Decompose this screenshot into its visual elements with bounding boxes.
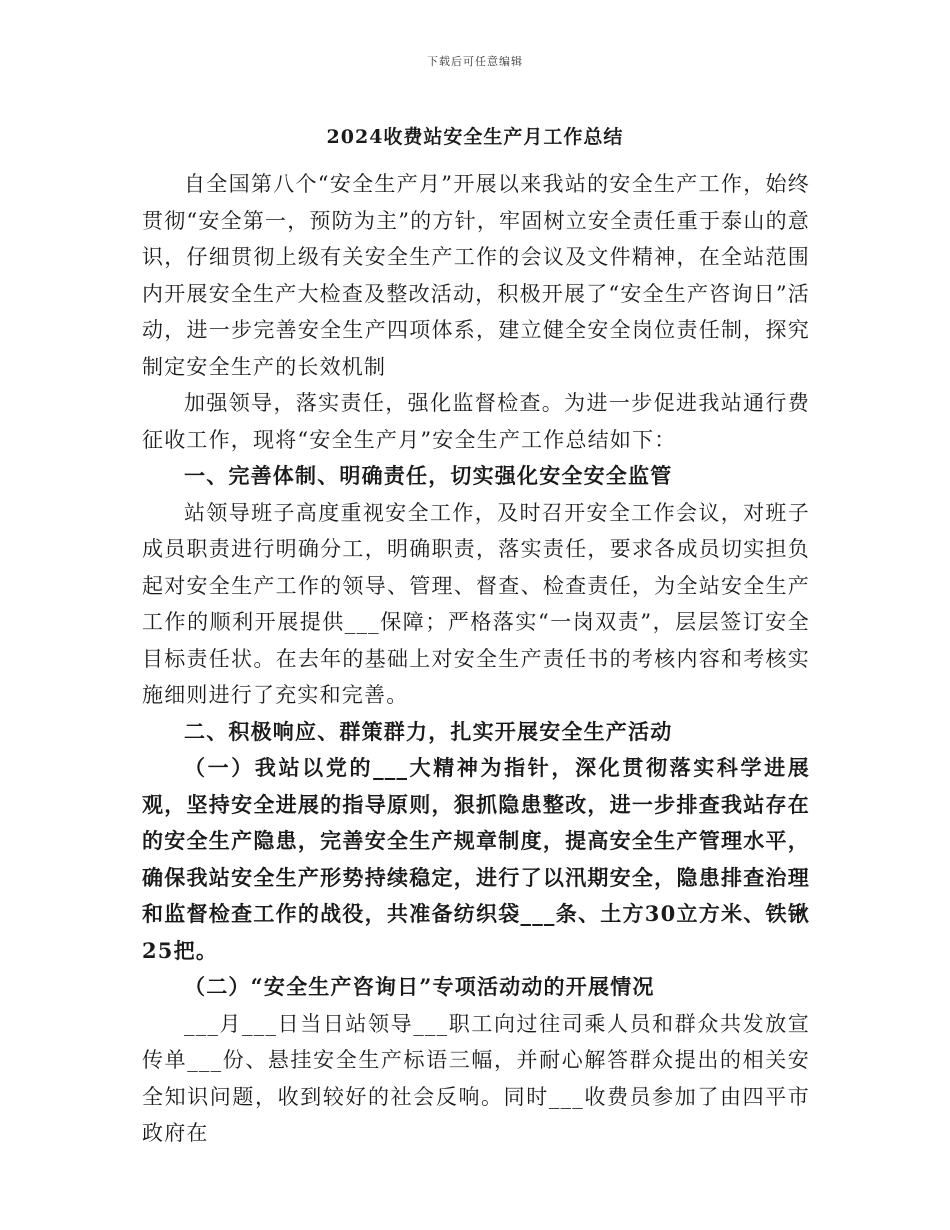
paragraph-summary-lead: 加强领导，落实责任，强化监督检查。为进一步促进我站通行费征收工作，现将“安全生产月”安全生产工作总结如下：	[142, 391, 810, 452]
paragraph-subsection-2: ___月___日当日站领导___职工向过往司乘人员和群众共发放宣传单___份、悬挂安全生产标语三幅，并耐心解答群众提出的相关安全知识问题，收到较好的社会反响。同时___收费员参加了由四平市政府在	[142, 1011, 810, 1145]
section-heading-1: 一、完善体制、明确责任，切实强化安全安全监管	[184, 463, 673, 488]
paragraph-subsection-1: （一）我站以党的___大精神为指针，深化贯彻落实科学进展观，坚持安全进展的指导原则，狠抓隐患整改，进一步排查我站存在的安全生产隐患，完善安全生产规章制度，提高安全生产管理水平，确保我站安全生产形势持续稳定，进行了以汛期安全，隐患排查治理和监督检查工作的战役，共准备纺织袋___条、土方30立方米、铁锹25把。	[142, 755, 810, 963]
paragraph-intro: 自全国第八个“安全生产月”开展以来我站的安全生产工作，始终贯彻“安全第一，预防为主”的方针，牢固树立安全责任重于泰山的意识，仔细贯彻上级有关安全生产工作的会议及文件精神，在全站范围内开展安全生产大检查及整改活动，积极开展了“安全生产咨询日”活动，进一步完善安全生产四项体系，建立健全安全岗位责任制，探究制定安全生产的长效机制	[142, 172, 810, 379]
subsection-heading-2: （二）“安全生产咨询日”专项活动动的开展情况	[184, 974, 655, 999]
document-title: 2024收费站安全生产月工作总结	[326, 126, 624, 148]
section-heading-2: 二、积极响应、群策群力，扎实开展安全生产活动	[184, 718, 673, 744]
paragraph-section-1: 站领导班子高度重视安全工作，及时召开安全工作会议，对班子成员职责进行明确分工，明确职责，落实责任，要求各成员切实担负起对安全生产工作的领导、管理、督查、检查责任，为全站安全生产工作的顺利开展提供___保障；严格落实“一岗双责”，层层签订安全目标责任状。在去年的基础上对安全生产责任书的考核内容和考核实施细则进行了充实和完善。	[142, 500, 810, 707]
document-body	[142, 166, 810, 1152]
page-header-note: 下载后可任意编辑	[427, 55, 523, 68]
